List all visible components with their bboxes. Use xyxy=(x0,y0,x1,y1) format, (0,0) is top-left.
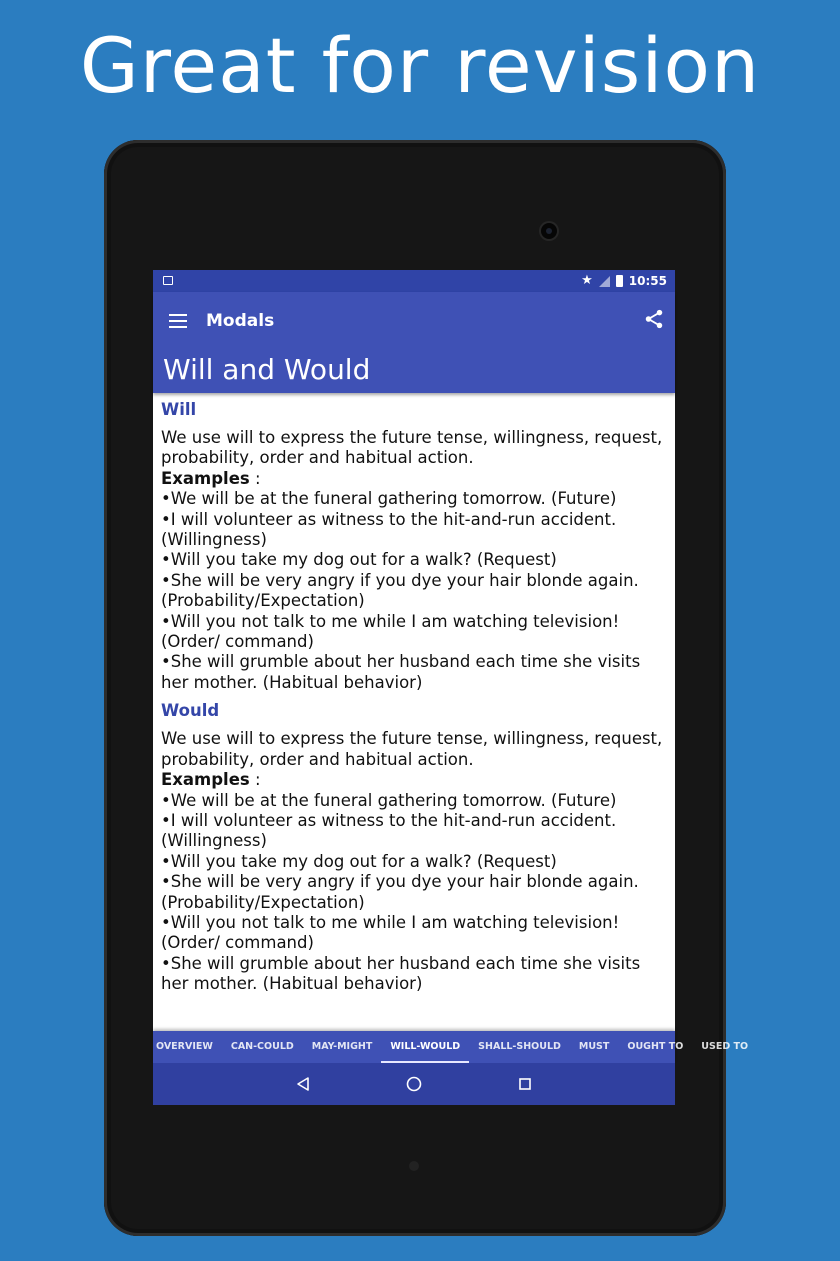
tab-may-might[interactable]: MAY-MIGHT xyxy=(311,1041,373,1052)
signal-icon xyxy=(599,276,610,287)
recents-icon[interactable] xyxy=(505,1063,545,1105)
section-heading: Will xyxy=(161,400,197,419)
section-description: We use will to express the future tense, willingness, request, probability, order and habitual action. xyxy=(161,729,663,769)
examples-label: Examples : xyxy=(161,770,261,790)
example-line: •I will volunteer as witness to the hit-and-run accident. (Willingness) xyxy=(161,810,617,851)
back-icon[interactable] xyxy=(283,1063,323,1105)
tab-will-would[interactable]: WILL-WOULD xyxy=(381,1031,469,1063)
tab-must[interactable]: MUST xyxy=(578,1041,610,1052)
system-nav-bar xyxy=(153,1063,675,1105)
tab-shall-should[interactable]: SHALL-SHOULD xyxy=(478,1041,561,1052)
home-icon[interactable] xyxy=(394,1063,434,1105)
example-line: •We will be at the funeral gathering tomorrow. (Future) xyxy=(161,489,617,509)
example-line: •I will volunteer as witness to the hit-and-run accident. (Willingness) xyxy=(161,509,617,550)
page-title: Will and Would xyxy=(163,353,371,386)
example-line: •Will you take my dog out for a walk? (Request) xyxy=(161,550,557,570)
example-line: •She will grumble about her husband each time she visits her mother. (Habitual behavior) xyxy=(161,652,641,692)
example-line: •She will be very angry if you dye your hair blonde again. (Probability/Expectation) xyxy=(161,872,639,912)
tab-can-could[interactable]: CAN-COULD xyxy=(230,1041,294,1052)
example-line: •She will be very angry if you dye your hair blonde again. (Probability/Expectation) xyxy=(161,570,639,611)
example-line: •Will you not talk to me while I am watching television! (Order/ command) xyxy=(161,912,620,953)
tab-overview[interactable]: OVERVIEW xyxy=(156,1041,213,1052)
example-line: •Will you take my dog out for a walk? (Request) xyxy=(161,851,557,871)
example-line: •Will you not talk to me while I am watching television! (Order/ command) xyxy=(161,611,620,652)
menu-icon[interactable] xyxy=(169,314,187,328)
battery-icon xyxy=(616,275,623,287)
status-time: 10:55 xyxy=(628,274,667,288)
promo-headline: Great for revision xyxy=(79,21,761,110)
lesson-content xyxy=(153,395,675,1031)
device-screen xyxy=(153,270,749,1105)
share-icon[interactable] xyxy=(643,308,665,330)
section-heading: Would xyxy=(161,701,220,721)
section-would xyxy=(161,701,667,994)
tab-ought-to[interactable]: OUGHT TO xyxy=(627,1041,684,1052)
tab-bar xyxy=(153,1031,749,1063)
examples-label: Examples : xyxy=(161,468,261,488)
app-bar xyxy=(153,292,675,393)
camera-icon xyxy=(541,223,557,239)
status-right xyxy=(581,270,667,292)
example-line: •We will be at the funeral gathering tomorrow. (Future) xyxy=(161,790,617,810)
status-bar xyxy=(153,270,675,292)
section-description: We use will to express the future tense, willingness, request, probability, order and habitual action. xyxy=(161,428,663,468)
tab-used-to[interactable]: USED TO xyxy=(701,1041,749,1052)
app-title: Modals xyxy=(206,311,275,331)
sensor-dot xyxy=(409,1161,419,1171)
section-will xyxy=(161,400,667,693)
example-line: •She will grumble about her husband each time she visits her mother. (Habitual behavior) xyxy=(161,953,641,994)
star-icon: ★ xyxy=(581,273,593,288)
image-icon xyxy=(163,276,173,285)
